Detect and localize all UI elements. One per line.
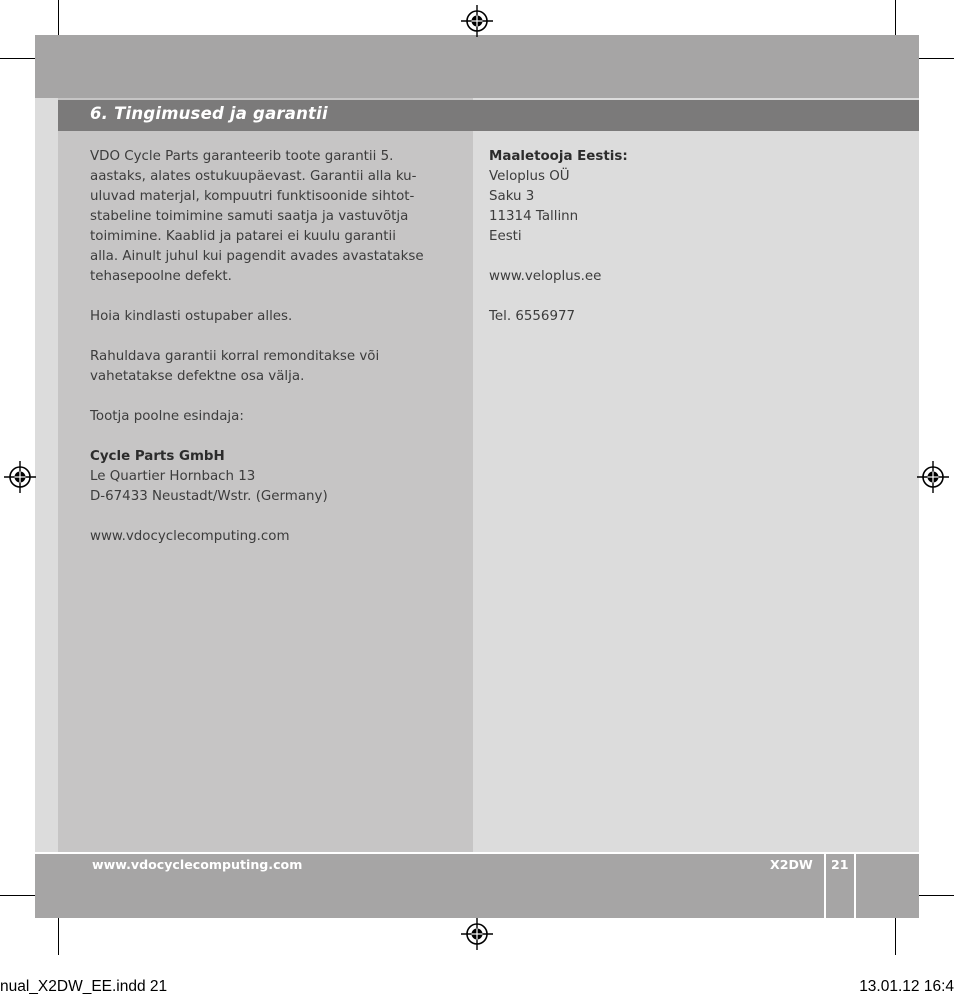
right-column-text bbox=[489, 147, 628, 327]
footer-separator bbox=[854, 854, 856, 918]
crop-mark bbox=[0, 58, 40, 59]
importer-label: Maaletooja Eestis: bbox=[489, 149, 628, 164]
warranty-line: stabeline toimimine samuti saatja ja vastuvõtja bbox=[90, 209, 409, 224]
warranty-line: tehasepoolne defekt. bbox=[90, 269, 232, 284]
page-footer bbox=[35, 854, 919, 918]
crop-mark bbox=[914, 58, 954, 59]
left-column-text bbox=[90, 147, 424, 547]
crop-mark bbox=[58, 0, 59, 40]
crop-mark bbox=[895, 913, 896, 955]
company-address: D-67433 Neustadt/Wstr. (Germany) bbox=[90, 489, 328, 504]
warranty-line: aastaks, alates ostukuupäevast. Garantii alla ku- bbox=[90, 169, 417, 184]
importer-phone: Tel. 6556977 bbox=[489, 309, 576, 324]
warranty-line: uluvad materjal, kompuutri funktisoonide sihtot- bbox=[90, 189, 415, 204]
importer-website: www.veloplus.ee bbox=[489, 269, 602, 284]
registration-mark-icon bbox=[461, 918, 493, 950]
footer-url: www.vdocyclecomputing.com bbox=[92, 857, 303, 872]
representative-label: Tootja poolne esindaja: bbox=[90, 409, 244, 424]
repair-line: Rahuldava garantii korral remonditakse või bbox=[90, 349, 380, 364]
receipt-note: Hoia kindlasti ostupaber alles. bbox=[90, 309, 293, 324]
crop-mark bbox=[914, 895, 954, 896]
company-website: www.vdocyclecomputing.com bbox=[90, 529, 290, 544]
section-title: 6. Tingimused ja garantii bbox=[90, 104, 328, 123]
footer-separator bbox=[824, 854, 826, 918]
importer-street: Saku 3 bbox=[489, 189, 535, 204]
importer-country: Eesti bbox=[489, 229, 522, 244]
page-header-band bbox=[35, 35, 919, 98]
crop-mark bbox=[58, 913, 59, 955]
slug-date: 13.01.12 16:4 bbox=[859, 978, 954, 995]
left-margin-strip bbox=[35, 98, 58, 852]
crop-mark bbox=[895, 0, 896, 40]
page-number: 21 bbox=[831, 857, 849, 872]
footer-model: X2DW bbox=[770, 857, 813, 872]
section-heading-bar bbox=[58, 100, 919, 131]
company-address: Le Quartier Hornbach 13 bbox=[90, 469, 256, 484]
warranty-line: VDO Cycle Parts garanteerib toote garantii 5. bbox=[90, 149, 394, 164]
registration-mark-icon bbox=[461, 5, 493, 37]
importer-name: Veloplus OÜ bbox=[489, 169, 570, 184]
registration-mark-icon bbox=[4, 461, 36, 493]
repair-line: vahetatakse defektne osa välja. bbox=[90, 369, 305, 384]
slug-filename: nual_X2DW_EE.indd 21 bbox=[0, 978, 168, 995]
warranty-line: toimimine. Kaablid ja patarei ei kuulu garantii bbox=[90, 229, 396, 244]
registration-mark-icon bbox=[917, 461, 949, 493]
company-name: Cycle Parts GmbH bbox=[90, 449, 225, 464]
importer-city: 11314 Tallinn bbox=[489, 209, 579, 224]
crop-mark bbox=[0, 895, 40, 896]
warranty-line: alla. Ainult juhul kui pagendit avades avastatakse bbox=[90, 249, 424, 264]
